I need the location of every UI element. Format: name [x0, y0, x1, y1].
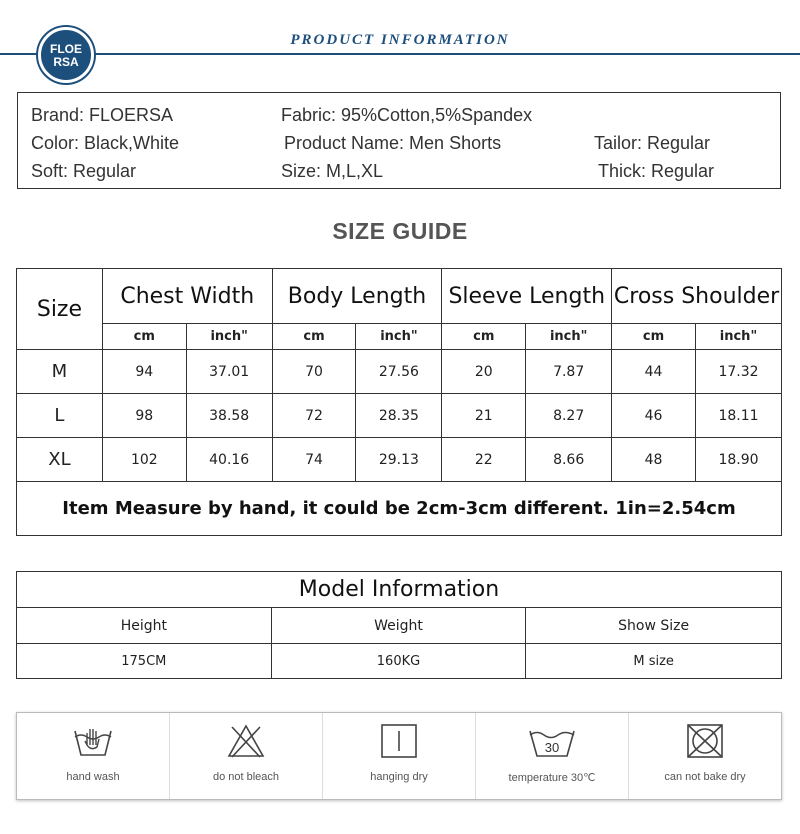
- table-cell: 18.90: [696, 438, 782, 482]
- table-cell: 22: [442, 438, 526, 482]
- table-cell: 46: [612, 394, 696, 438]
- size-label: L: [17, 394, 103, 438]
- info-tailor: Tailor: Regular: [594, 133, 711, 153]
- info-fabric: Fabric: 95%Cotton,5%Spandex: [281, 105, 533, 125]
- logo-text-line1: FLOE: [50, 42, 82, 56]
- care-label: can not bake dry: [664, 771, 746, 783]
- table-cell: 48: [612, 438, 696, 482]
- wash-30-icon: [527, 723, 577, 759]
- table-cell: 44: [612, 350, 696, 394]
- hanging-dry-icon: [379, 723, 419, 759]
- info-size: Size: M,L,XL: [281, 161, 384, 181]
- unit-cell: inch": [696, 324, 782, 350]
- table-row-m: [17, 350, 782, 394]
- table-cell: 8.66: [526, 438, 612, 482]
- col-body-length: Body Length: [272, 269, 442, 324]
- table-cell: 8.27: [526, 394, 612, 438]
- table-cell: 37.01: [186, 350, 272, 394]
- table-cell: 40.16: [186, 438, 272, 482]
- table-cell: 102: [102, 438, 186, 482]
- table-cell: 21: [442, 394, 526, 438]
- size-guide-title: SIZE GUIDE: [332, 218, 468, 244]
- unit-cell: cm: [612, 324, 696, 350]
- unit-cell: inch": [356, 324, 442, 350]
- info-soft: Soft: Regular: [31, 161, 137, 181]
- unit-cell: cm: [102, 324, 186, 350]
- care-label: hand wash: [66, 771, 120, 783]
- size-label: M: [17, 350, 103, 394]
- unit-cell: inch": [526, 324, 612, 350]
- measure-note: Item Measure by hand, it could be 2cm-3cm different. 1in=2.54cm: [17, 482, 782, 536]
- col-chest-width: Chest Width: [102, 269, 272, 324]
- size-table: [16, 268, 782, 536]
- size-label: XL: [17, 438, 103, 482]
- model-table: [16, 571, 782, 679]
- model-value-show-size: M size: [526, 644, 782, 679]
- care-instructions: [16, 712, 782, 800]
- brand-logo: [38, 27, 94, 83]
- info-color: Color: Black,White: [31, 133, 180, 153]
- unit-cell: inch": [186, 324, 272, 350]
- model-label-show-size: Show Size: [526, 608, 782, 644]
- model-title: Model Information: [17, 572, 782, 608]
- table-cell: 38.58: [186, 394, 272, 438]
- info-product-name: Product Name: Men Shorts: [284, 133, 502, 153]
- page-title: PRODUCT INFORMATION: [200, 30, 600, 50]
- table-cell: 20: [442, 350, 526, 394]
- table-cell: 27.56: [356, 350, 442, 394]
- model-value-height: 175CM: [17, 644, 272, 679]
- table-cell: 74: [272, 438, 356, 482]
- logo-text-line2: RSA: [53, 55, 79, 69]
- no-bleach-icon: [226, 723, 266, 759]
- table-cell: 70: [272, 350, 356, 394]
- wash-temp-text: 30: [544, 740, 560, 755]
- table-cell: 28.35: [356, 394, 442, 438]
- table-cell: 94: [102, 350, 186, 394]
- hand-wash-icon: [73, 723, 113, 759]
- care-item-hand-wash: [17, 713, 170, 799]
- model-label-weight: Weight: [271, 608, 526, 644]
- care-label: hanging dry: [370, 771, 428, 783]
- care-item-no-bleach: [170, 713, 323, 799]
- care-label: temperature 30℃: [508, 772, 596, 784]
- table-cell: 17.32: [696, 350, 782, 394]
- table-cell: 7.87: [526, 350, 612, 394]
- unit-cell: cm: [272, 324, 356, 350]
- table-cell: 98: [102, 394, 186, 438]
- col-sleeve-length: Sleeve Length: [442, 269, 612, 324]
- table-row-xl: [17, 438, 782, 482]
- size-header: Size: [17, 269, 103, 350]
- model-label-height: Height: [17, 608, 272, 644]
- info-brand: Brand: FLOERSA: [31, 105, 174, 125]
- table-cell: 72: [272, 394, 356, 438]
- header-divider: [0, 53, 800, 55]
- info-thick: Thick: Regular: [598, 161, 715, 181]
- care-item-wash-30: [476, 713, 629, 799]
- table-row-l: [17, 394, 782, 438]
- no-tumble-dry-icon: [685, 723, 725, 759]
- unit-cell: cm: [442, 324, 526, 350]
- table-cell: 29.13: [356, 438, 442, 482]
- product-info-box: [17, 92, 781, 189]
- care-item-hanging-dry: [323, 713, 476, 799]
- model-value-weight: 160KG: [271, 644, 526, 679]
- care-item-no-tumble-dry: [629, 713, 781, 799]
- col-cross-shoulder: Cross Shoulder: [612, 269, 782, 324]
- table-cell: 18.11: [696, 394, 782, 438]
- care-label: do not bleach: [212, 771, 280, 783]
